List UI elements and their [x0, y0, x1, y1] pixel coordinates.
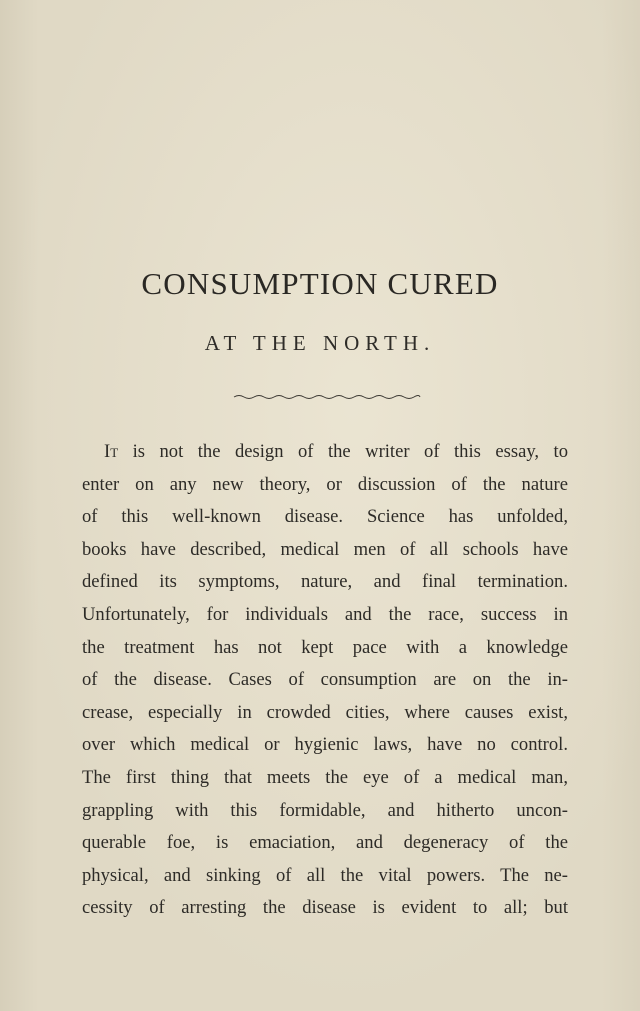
body-paragraph [82, 436, 568, 925]
body-line: Unfortunately, for individuals and the race, success in [82, 603, 568, 625]
body-line: of this well-known disease. Science has unfolded, [82, 506, 568, 528]
body-line: physical, and sinking of all the vital powers. The ne- [82, 864, 568, 886]
ornamental-rule [232, 392, 422, 402]
body-line: defined its symptoms, nature, and final termination. [82, 571, 568, 593]
body-line: grappling with this formidable, and hitherto uncon- [82, 799, 568, 821]
body-line: of the disease. Cases of consumption are on the in- [82, 669, 568, 691]
page-title: CONSUMPTION CURED [141, 266, 499, 301]
body-line: cessity of arresting the disease is evident to all; but [82, 897, 568, 919]
body-line: the treatment has not kept pace with a knowledge [82, 636, 568, 658]
body-line: crease, especially in crowded cities, where causes exist, [82, 701, 568, 723]
body-line: The first thing that meets the eye of a medical man, [82, 766, 568, 788]
body-line: querable foe, is emaciation, and degeneracy of the [82, 832, 568, 854]
body-line: over which medical or hygienic laws, have no control. [82, 734, 568, 756]
lead-word: It [104, 441, 119, 462]
page-subtitle: AT THE NORTH. [204, 331, 436, 355]
body-line: books have described, medical men of all schools have [82, 538, 568, 560]
body-line: enter on any new theory, or discussion of the nature [82, 473, 568, 495]
body-line-text: is not the design of the writer of this essay, to [118, 441, 568, 462]
body-line [82, 436, 568, 469]
